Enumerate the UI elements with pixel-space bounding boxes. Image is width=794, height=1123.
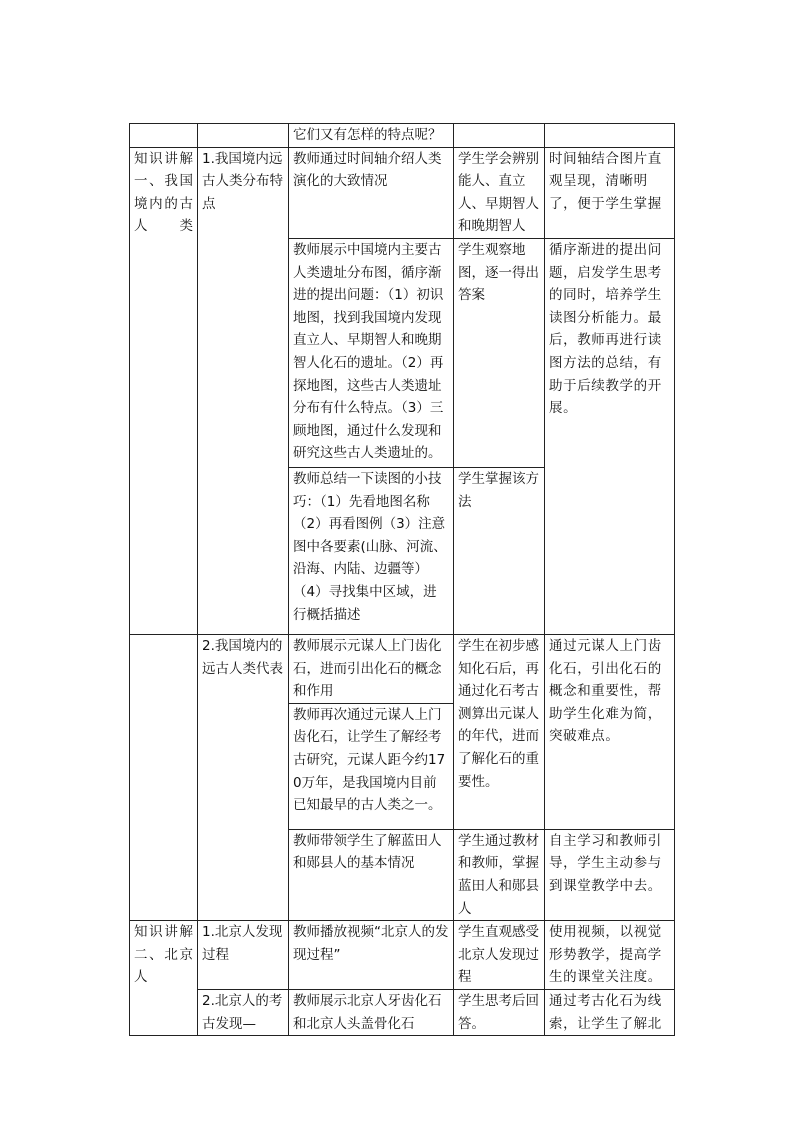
topic-cell: 2.我国境内的远古人类代表 — [198, 634, 289, 920]
table-cell — [130, 124, 198, 148]
table-row — [130, 124, 675, 148]
student-activity-cell: 学生在初步感知化石后，再通过化石考古测算出元谋人的年代，进而了解化石的重要性。 — [454, 634, 545, 829]
table-cell — [545, 124, 675, 148]
table-cell — [454, 124, 545, 148]
design-intent-cell: 通过考古化石为线索，让学生了解北 — [545, 989, 675, 1035]
teacher-activity-cell: 教师展示中国境内主要古人类遗址分布图，循序渐进的提出问题：（1）初识地图，找到我国境内发现直立人、早期智人和晚期智人化石的遗址。（2）再探地图，这些古人类遗址分布有什么特点。（3）三顾地图，通过什么发现和研究这些古人类遗址的。 — [289, 238, 454, 467]
student-activity-cell: 学生通过教材和教师，掌握蓝田人和郧县人 — [454, 829, 545, 920]
table-row — [130, 989, 675, 1035]
student-activity-cell: 学生学会辨别能人、直立人、早期智人和晚期智人 — [454, 147, 545, 238]
teacher-activity-cell: 教师播放视频“北京人的发现过程” — [289, 921, 454, 990]
section-cell — [130, 634, 198, 920]
lesson-plan-table — [129, 123, 675, 1036]
design-intent-cell: 循序渐进的提出问题，启发学生思考的同时，培养学生读图分析能力。最后，教师再进行读图方法的总结，有助于后续教学的开展。 — [545, 238, 675, 634]
student-activity-cell: 学生直观感受北京人发现过程 — [454, 921, 545, 990]
design-intent-cell: 通过元谋人上门齿化石，引出化石的概念和重要性，帮助学生化难为简，突破难点。 — [545, 634, 675, 829]
teacher-activity-cell: 教师通过时间轴介绍人类演化的大致情况 — [289, 147, 454, 238]
cell-line: 教师总结一下读图的小技巧：（1）先看地图名称 — [293, 470, 442, 510]
teacher-activity-cell: 教师再次通过元谋人上门齿化石，让学生了解经考古研究，元谋人距今约170万年，是我国境内目前已知最早的古人类之一。 — [289, 703, 454, 829]
section-cell: 知识讲解一、我国境内的古人类 — [130, 147, 198, 634]
teacher-activity-cell — [289, 467, 454, 634]
cell-line: （2）再看图例（3）注意图中各要素(山脉、河流、沿海、内陆、边疆等）（4）寻找集中区域，进行概括描述 — [293, 516, 447, 623]
teacher-activity-cell: 教师展示元谋人上门齿化石，进而引出化石的概念和作用 — [289, 634, 454, 703]
student-activity-cell: 学生掌握该方法 — [454, 467, 545, 634]
table-row — [130, 921, 675, 990]
table-row — [130, 634, 675, 703]
topic-cell: 1.北京人发现过程 — [198, 921, 289, 990]
design-intent-cell: 时间轴结合图片直观呈现，清晰明了，便于学生掌握 — [545, 147, 675, 238]
student-activity-cell: 学生观察地图，逐一得出答案 — [454, 238, 545, 467]
design-intent-cell: 使用视频，以视觉形势教学，提高学生的课堂关注度。 — [545, 921, 675, 990]
teacher-activity-cell: 教师带领学生了解蓝田人和郧县人的基本情况 — [289, 829, 454, 920]
design-intent-cell: 自主学习和教师引导，学生主动参与到课堂教学中去。 — [545, 829, 675, 920]
table-cell: 它们又有怎样的特点呢？ — [289, 124, 454, 148]
teacher-activity-cell: 教师展示北京人牙齿化石和北京人头盖骨化石 — [289, 989, 454, 1035]
topic-cell: 1.我国境内远古人类分布特点 — [198, 147, 289, 634]
table-row — [130, 147, 675, 238]
table-cell — [198, 124, 289, 148]
topic-cell: 2.北京人的考古发现— — [198, 989, 289, 1035]
student-activity-cell: 学生思考后回答。 — [454, 989, 545, 1035]
section-cell: 知识讲解二、北京人 — [130, 921, 198, 1036]
